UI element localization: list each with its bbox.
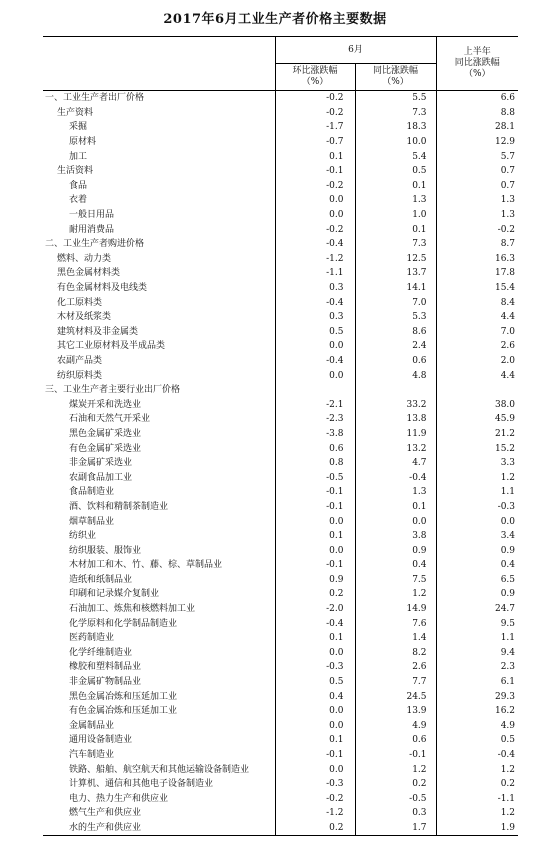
row-yoy: 5.3 [355,310,436,325]
row-label: 医药制造业 [69,633,115,644]
row-yoy: 1.0 [355,208,436,223]
row-yoy: 14.9 [355,602,436,617]
row-h1 [436,383,518,398]
row-h1: -0.2 [436,222,518,237]
row-h1: 9.4 [436,646,518,661]
row-yoy: 7.3 [355,237,436,252]
row-mom: -0.1 [275,558,355,573]
row-mom: 0.5 [275,325,355,340]
row-mom: -2.1 [275,397,355,412]
row-h1: 4.4 [436,368,518,383]
row-label: 黑色金属冶炼和压延加工业 [69,691,178,702]
row-yoy: 1.2 [355,762,436,777]
row-mom: -2.0 [275,602,355,617]
table-row [43,383,518,398]
table-row [43,252,518,267]
header-mom-unit: （%） [301,77,329,87]
row-yoy: 7.5 [355,573,436,588]
row-label: 木材加工和木、竹、藤、棕、草制品业 [69,560,223,571]
row-h1: 0.7 [436,164,518,179]
table-row [43,412,518,427]
row-yoy: 1.2 [355,587,436,602]
table-row [43,806,518,821]
row-h1: -1.1 [436,792,518,807]
row-mom: 0.3 [275,310,355,325]
row-label: 非金属矿物制品业 [69,677,142,688]
row-yoy: 0.2 [355,777,436,792]
row-yoy: 0.4 [355,558,436,573]
row-h1: 8.4 [436,295,518,310]
header-yoy-unit: （%） [382,77,409,87]
row-h1: 4.4 [436,310,518,325]
row-mom: -0.2 [275,179,355,194]
row-mom: -0.3 [275,777,355,792]
row-yoy: 0.6 [355,733,436,748]
table-row [43,587,518,602]
row-h1: 15.2 [436,441,518,456]
row-label: 石油和天然气开采业 [69,414,151,425]
header-h1 [436,37,518,91]
row-mom: 0.1 [275,149,355,164]
row-h1: 6.1 [436,675,518,690]
table-row [43,821,518,836]
header-row-1 [43,37,518,64]
row-yoy: 18.3 [355,120,436,135]
row-h1: 1.3 [436,208,518,223]
row-yoy: -0.4 [355,470,436,485]
row-mom: 0.0 [275,543,355,558]
table-row [43,310,518,325]
row-yoy: 14.1 [355,281,436,296]
row-label: 木材及纸浆类 [57,312,112,323]
table-row [43,500,518,515]
table-row [43,368,518,383]
row-mom: -1.1 [275,266,355,281]
row-mom: 0.0 [275,646,355,661]
row-yoy: 33.2 [355,397,436,412]
row-h1: 0.2 [436,777,518,792]
table-row [43,237,518,252]
row-label: 其它工业原材料及半成品类 [57,341,166,352]
table-row [43,91,518,106]
table-row [43,325,518,340]
page-title: 2017年6月工业生产者价格主要数据 [163,12,387,27]
row-h1: 5.7 [436,149,518,164]
row-mom: -1.2 [275,252,355,267]
row-h1: 12.9 [436,135,518,150]
row-label: 酒、饮料和精制茶制造业 [69,501,169,512]
row-label: 有色金属材料及电线类 [57,283,148,294]
table-body [43,91,518,836]
table-row [43,646,518,661]
header-h1-line2: 同比涨跌幅 [454,58,500,68]
row-label: 烟草制品业 [69,516,115,527]
row-label: 煤炭开采和洗选业 [69,399,142,410]
header-month: 6月 [275,37,436,64]
row-mom: 0.0 [275,762,355,777]
table-row [43,281,518,296]
row-h1: 0.0 [436,514,518,529]
row-label: 农副食品加工业 [69,472,133,483]
row-label: 生产资料 [57,107,94,118]
row-mom: 0.3 [275,281,355,296]
row-label: 三、工业生产者主要行业出厂价格 [45,385,181,396]
row-yoy: 7.6 [355,616,436,631]
row-label: 食品制造业 [69,487,115,498]
row-yoy: 2.6 [355,660,436,675]
row-h1: 7.0 [436,325,518,340]
table-row [43,792,518,807]
row-h1: 2.0 [436,354,518,369]
row-mom: -0.4 [275,616,355,631]
table-row [43,149,518,164]
row-label: 汽车制造业 [69,750,115,761]
row-label: 化学原料和化学制品制造业 [69,618,178,629]
row-mom: 0.1 [275,733,355,748]
table-row [43,208,518,223]
row-yoy: 0.9 [355,543,436,558]
row-yoy: 1.3 [355,193,436,208]
header-mom [275,64,355,91]
row-yoy: 8.2 [355,646,436,661]
table-row [43,164,518,179]
row-label: 通用设备制造业 [69,735,133,746]
table-row [43,689,518,704]
row-yoy: 13.7 [355,266,436,281]
row-label: 燃料、动力类 [57,253,112,264]
row-yoy: 0.6 [355,354,436,369]
row-label: 纺织业 [69,531,97,542]
row-label: 电力、热力生产和供应业 [69,793,169,804]
row-yoy: 13.9 [355,704,436,719]
row-mom: 0.9 [275,573,355,588]
row-yoy: -0.5 [355,792,436,807]
header-yoy [355,64,436,91]
row-yoy: 1.7 [355,821,436,836]
table-row [43,777,518,792]
row-label: 化工原料类 [57,297,103,308]
row-label: 有色金属冶炼和压延加工业 [69,706,178,717]
row-h1: 1.9 [436,821,518,836]
price-data-table [43,36,518,836]
row-mom [275,383,355,398]
row-h1: 0.9 [436,543,518,558]
table-row [43,441,518,456]
row-mom: 0.8 [275,456,355,471]
row-h1: 1.2 [436,806,518,821]
row-h1: 8.7 [436,237,518,252]
table-row [43,485,518,500]
row-mom: -0.4 [275,237,355,252]
table-row [43,748,518,763]
row-yoy: 3.8 [355,529,436,544]
row-label: 有色金属矿采选业 [69,443,142,454]
row-label: 生活资料 [57,166,94,177]
row-mom: 0.1 [275,631,355,646]
row-yoy: 1.4 [355,631,436,646]
row-h1: 2.6 [436,339,518,354]
row-h1: 6.5 [436,573,518,588]
row-label: 化学纤维制造业 [69,647,133,658]
row-label: 金属制品业 [69,720,115,731]
row-yoy: 13.2 [355,441,436,456]
row-label: 采掘 [69,122,88,133]
row-label: 水的生产和供应业 [43,821,275,836]
row-h1: 1.1 [436,485,518,500]
row-h1: 6.6 [436,91,518,106]
row-h1: 38.0 [436,397,518,412]
row-yoy: 2.4 [355,339,436,354]
row-h1: 8.8 [436,106,518,121]
header-yoy-label: 同比涨跌幅 [373,66,419,76]
header-h1-unit: （%） [463,69,491,79]
row-label: 衣着 [69,195,88,206]
row-yoy: 13.8 [355,412,436,427]
row-h1: -0.3 [436,500,518,515]
row-h1: 17.8 [436,266,518,281]
row-mom: 0.0 [275,339,355,354]
table-row [43,573,518,588]
row-yoy: 10.0 [355,135,436,150]
row-mom: 0.1 [275,529,355,544]
row-label: 食品 [69,180,88,191]
row-mom: -1.2 [275,806,355,821]
row-yoy: 0.0 [355,514,436,529]
table-row [43,397,518,412]
row-label: 计算机、通信和其他电子设备制造业 [69,779,214,790]
row-mom: 0.4 [275,689,355,704]
row-mom: 0.2 [275,821,355,836]
header-blank-cell [43,37,275,91]
table-row [43,529,518,544]
row-mom: -0.4 [275,295,355,310]
row-h1: 16.3 [436,252,518,267]
row-h1: 1.2 [436,762,518,777]
header-mom-label: 环比涨跌幅 [292,66,338,76]
row-mom: -0.2 [275,222,355,237]
row-h1: 45.9 [436,412,518,427]
row-yoy: 0.5 [355,164,436,179]
row-label: 铁路、船舶、航空航天和其他运输设备制造业 [69,764,250,775]
row-yoy: 4.7 [355,456,436,471]
row-mom: 0.0 [275,208,355,223]
row-yoy: 8.6 [355,325,436,340]
row-mom: -0.2 [275,91,355,106]
row-mom: 0.0 [275,719,355,734]
row-h1: 0.7 [436,179,518,194]
table-row [43,514,518,529]
row-label: 黑色金属矿采选业 [69,428,142,439]
row-yoy: 1.3 [355,485,436,500]
row-label: 加工 [69,151,88,162]
table-row [43,543,518,558]
row-h1: 29.3 [436,689,518,704]
row-mom: -0.2 [275,792,355,807]
row-yoy: 5.4 [355,149,436,164]
table-row [43,704,518,719]
row-label: 耐用消费品 [69,224,115,235]
row-mom: -0.2 [275,106,355,121]
row-h1: 1.3 [436,193,518,208]
row-yoy: 0.3 [355,806,436,821]
row-h1: 3.4 [436,529,518,544]
table-row [43,470,518,485]
row-yoy: 7.3 [355,106,436,121]
row-yoy: 4.9 [355,719,436,734]
table-row [43,733,518,748]
row-h1: 15.4 [436,281,518,296]
row-mom: 0.0 [275,704,355,719]
table-row [43,427,518,442]
row-h1: 3.3 [436,456,518,471]
row-mom: -0.1 [275,500,355,515]
row-mom: -3.8 [275,427,355,442]
row-mom: 0.0 [275,368,355,383]
table-row [43,616,518,631]
row-label: 建筑材料及非金属类 [57,326,139,337]
row-yoy: 7.0 [355,295,436,310]
row-mom: -0.3 [275,660,355,675]
row-yoy: 0.1 [355,179,436,194]
row-yoy: 4.8 [355,368,436,383]
row-mom: 0.0 [275,193,355,208]
row-label: 纺织原料类 [57,370,103,381]
row-h1: 1.1 [436,631,518,646]
row-mom: -0.1 [275,164,355,179]
row-label: 黑色金属材料类 [57,268,121,279]
table-row [43,120,518,135]
row-yoy: 24.5 [355,689,436,704]
row-label: 燃气生产和供应业 [69,808,142,819]
row-mom: 0.6 [275,441,355,456]
table-row [43,193,518,208]
row-label: 一般日用品 [69,210,115,221]
table-row [43,135,518,150]
row-label: 二、工业生产者购进价格 [45,239,145,250]
table-row [43,631,518,646]
row-mom: 0.5 [275,675,355,690]
table-row [43,354,518,369]
row-mom: -0.4 [275,354,355,369]
row-yoy [355,383,436,398]
row-mom: 0.0 [275,514,355,529]
row-mom: -1.7 [275,120,355,135]
row-h1: -0.4 [436,748,518,763]
table-row [43,762,518,777]
row-h1: 1.2 [436,470,518,485]
row-h1: 21.2 [436,427,518,442]
row-yoy: 0.1 [355,500,436,515]
row-label: 印刷和记录媒介复制业 [69,589,160,600]
row-h1: 4.9 [436,719,518,734]
table-row [43,222,518,237]
row-label: 原材料 [69,137,97,148]
row-mom: -0.7 [275,135,355,150]
row-mom: -0.5 [275,470,355,485]
table-row [43,719,518,734]
row-mom: -0.1 [275,485,355,500]
row-mom: -0.1 [275,748,355,763]
table-row [43,558,518,573]
row-yoy: 0.1 [355,222,436,237]
row-h1: 0.9 [436,587,518,602]
row-h1: 2.3 [436,660,518,675]
row-label: 造纸和纸制品业 [69,574,133,585]
row-mom: 0.2 [275,587,355,602]
row-h1: 9.5 [436,616,518,631]
row-label: 纺织服装、服饰业 [69,545,142,556]
row-label: 农副产品类 [57,355,103,366]
header-h1-line1: 上半年 [463,47,491,57]
row-h1: 0.5 [436,733,518,748]
row-h1: 24.7 [436,602,518,617]
row-yoy: 5.5 [355,91,436,106]
row-h1: 28.1 [436,120,518,135]
row-label: 石油加工、炼焦和核燃料加工业 [69,604,196,615]
row-yoy: -0.1 [355,748,436,763]
table-row [43,339,518,354]
table-row [43,179,518,194]
table-row [43,675,518,690]
row-label: 非金属矿采选业 [69,458,133,469]
table-row [43,602,518,617]
table-row [43,266,518,281]
row-h1: 0.4 [436,558,518,573]
row-yoy: 7.7 [355,675,436,690]
row-yoy: 11.9 [355,427,436,442]
row-label: 一、工业生产者出厂价格 [45,93,145,104]
row-mom: -2.3 [275,412,355,427]
row-yoy: 12.5 [355,252,436,267]
table-row [43,660,518,675]
row-h1: 16.2 [436,704,518,719]
table-row [43,106,518,121]
table-row [43,456,518,471]
table-row [43,295,518,310]
row-label: 橡胶和塑料制品业 [69,662,142,673]
